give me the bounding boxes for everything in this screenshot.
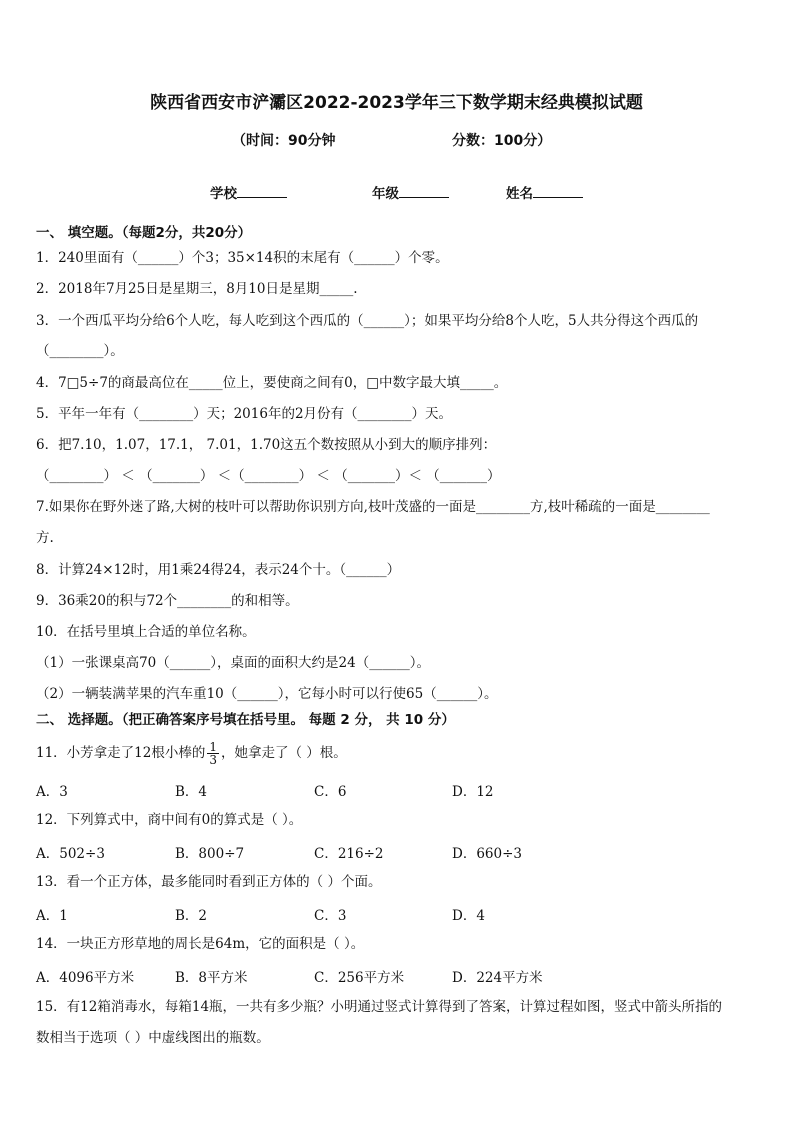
fraction-denominator: 3 bbox=[209, 753, 217, 767]
q14-option-d[interactable]: D．224平方米 bbox=[452, 970, 543, 986]
question-5: 5．平年一年有（________）天；2016年的2月份有（________）天。 bbox=[36, 406, 453, 422]
q12-option-c[interactable]: C．216÷2 bbox=[314, 846, 384, 862]
fraction-one-third bbox=[207, 741, 219, 766]
question-7-line2: 方. bbox=[36, 530, 54, 546]
question-8: 8．计算24×12时，用1乘24得24，表示24个十。（______） bbox=[36, 562, 401, 578]
question-2: 2．2018年7月25日是星期三，8月10日是星期_____. bbox=[36, 281, 358, 297]
grade-label: 年级 bbox=[372, 186, 399, 202]
q12-option-b[interactable]: B．800÷7 bbox=[175, 846, 245, 862]
q14-option-c[interactable]: C．256平方米 bbox=[314, 970, 405, 986]
exam-time: （时间：90分钟 bbox=[232, 133, 336, 149]
school-field[interactable] bbox=[210, 182, 287, 202]
name-field[interactable] bbox=[506, 182, 583, 202]
q14-option-a[interactable]: A．4096平方米 bbox=[36, 970, 135, 986]
question-10: 10．在括号里填上合适的单位名称。 bbox=[36, 624, 256, 640]
q14-option-b[interactable]: B．8平方米 bbox=[175, 970, 248, 986]
question-3-line2: （________）。 bbox=[36, 343, 124, 359]
question-10-part2: （2）一辆装满苹果的汽车重10（______），它每小时可以行使65（______）。 bbox=[36, 686, 498, 702]
question-3-line1: 3．一个西瓜平均分给6个人吃，每人吃到这个西瓜的（______）；如果平均分给8个人吃，5人共分得这个西瓜的 bbox=[36, 313, 699, 329]
q11-option-b[interactable]: B．4 bbox=[175, 784, 208, 800]
question-10-part1: （1）一张课桌高70（______），桌面的面积大约是24（______）。 bbox=[36, 655, 430, 671]
exam-title: 陕西省西安市浐灞区2022-2023学年三下数学期末经典模拟试题 bbox=[150, 93, 643, 113]
name-blank[interactable] bbox=[533, 183, 583, 198]
q13-option-d[interactable]: D．4 bbox=[452, 908, 485, 924]
q11-option-a[interactable]: A．3 bbox=[36, 784, 68, 800]
q11-option-d[interactable]: D．12 bbox=[452, 784, 494, 800]
question-1: 1．240里面有（______）个3；35×14积的末尾有（______）个零。 bbox=[36, 250, 449, 266]
grade-blank[interactable] bbox=[399, 183, 449, 198]
q13-option-c[interactable]: C．3 bbox=[314, 908, 347, 924]
question-11-text: 11．小芳拿走了12根小棒的 bbox=[36, 745, 206, 761]
exam-score: 分数：100分） bbox=[452, 133, 552, 149]
q11-option-c[interactable]: C．6 bbox=[314, 784, 347, 800]
question-11-tail: ，她拿走了（ ）根。 bbox=[221, 745, 347, 761]
question-15-line2: 数相当于选项（ ）中虚线图出的瓶数。 bbox=[36, 1030, 270, 1046]
q13-option-b[interactable]: B．2 bbox=[175, 908, 208, 924]
question-11 bbox=[36, 738, 347, 768]
question-6-line2: （________） ＜ （_______） ＜（________） ＜ （_______）＜ （_______） bbox=[36, 468, 501, 484]
question-7-line1: 7.如果你在野外迷了路,大树的枝叶可以帮助你识别方向,枝叶茂盛的一面是________方,枝叶稀疏的一面是________ bbox=[36, 499, 710, 515]
question-12: 12．下列算式中，商中间有0的算式是（ ）。 bbox=[36, 812, 303, 828]
q12-option-a[interactable]: A．502÷3 bbox=[36, 846, 105, 862]
grade-field[interactable] bbox=[372, 182, 449, 202]
q12-option-d[interactable]: D．660÷3 bbox=[452, 846, 522, 862]
section-fill-in-heading: 一、 填空题。（每题2分，共20分） bbox=[36, 225, 252, 241]
question-13: 13．看一个正方体，最多能同时看到正方体的（ ）个面。 bbox=[36, 874, 382, 890]
q13-option-a[interactable]: A．1 bbox=[36, 908, 68, 924]
question-4: 4．7□5÷7的商最高位在_____位上，要使商之间有0，□中数字最大填_____。 bbox=[36, 375, 508, 391]
question-6-line1: 6．把7.10，1.07，17.1， 7.01，1.70这五个数按照从小到大的顺序排列： bbox=[36, 437, 497, 453]
school-blank[interactable] bbox=[237, 183, 287, 198]
fraction-numerator: 1 bbox=[209, 740, 217, 754]
name-label: 姓名 bbox=[506, 186, 533, 202]
school-label: 学校 bbox=[210, 186, 237, 202]
question-15-line1: 15．有12箱消毒水，每箱14瓶，一共有多少瓶？小明通过竖式计算得到了答案，计算过程如图，竖式中箭头所指的 bbox=[36, 999, 723, 1015]
section-choice-heading: 二、 选择题。（把正确答案序号填在括号里。 每题 2 分， 共 10 分） bbox=[36, 712, 455, 728]
question-14: 14．一块正方形草地的周长是64m，它的面积是（ ）。 bbox=[36, 936, 365, 952]
question-9: 9．36乘20的积与72个________的和相等。 bbox=[36, 593, 299, 609]
